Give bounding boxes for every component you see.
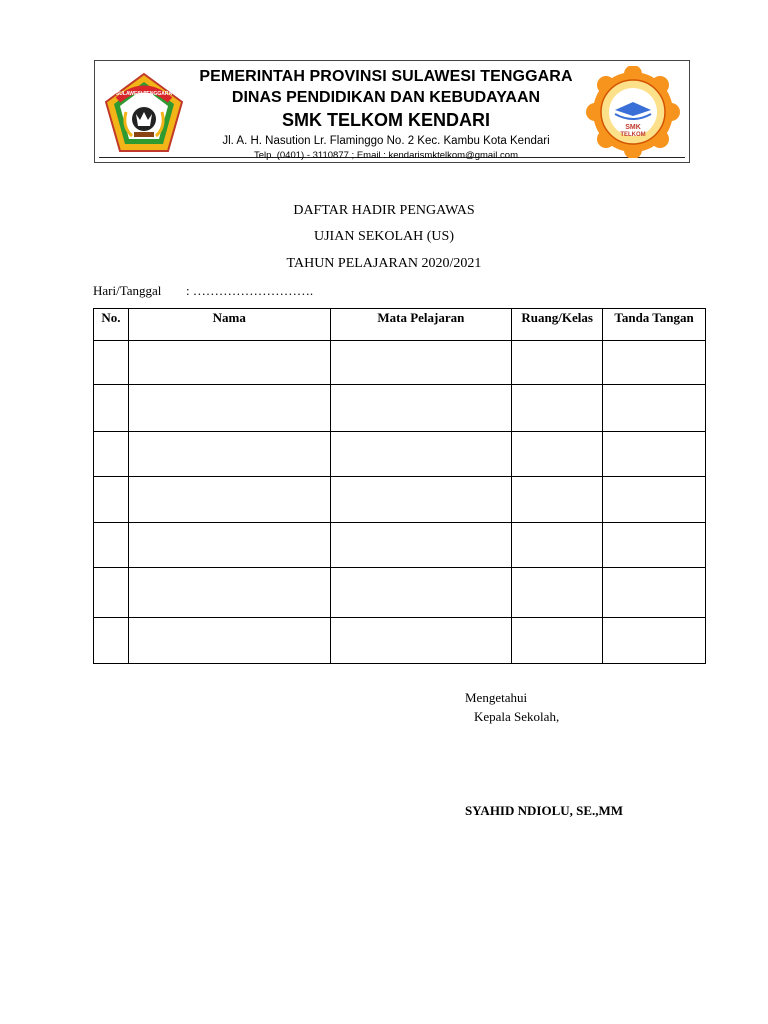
cell-no [94, 341, 129, 385]
letterhead-government: PEMERINTAH PROVINSI SULAWESI TENGGARA [199, 68, 573, 85]
cell-mata-pelajaran [330, 477, 512, 523]
header-no: No. [94, 309, 129, 341]
svg-text:TELKOM: TELKOM [620, 132, 646, 138]
cell-mata-pelajaran [330, 341, 512, 385]
sign-acknowledged: Mengetahui [465, 690, 528, 705]
table-row [94, 432, 706, 477]
cell-nama [128, 341, 330, 385]
cell-mata-pelajaran [330, 385, 512, 432]
cell-nama [128, 568, 330, 618]
svg-text:SULAWESI TENGGARA: SULAWESI TENGGARA [115, 91, 173, 97]
letterhead-department: DINAS PENDIDIKAN DAN KEBUDAYAAN [231, 89, 541, 106]
cell-nama [128, 385, 330, 432]
cell-ruang-kelas [512, 432, 603, 477]
cell-tanda-tangan [603, 523, 706, 568]
cell-no [94, 385, 129, 432]
cell-mata-pelajaran [330, 568, 512, 618]
cell-tanda-tangan [603, 568, 706, 618]
table-row [94, 385, 706, 432]
date-line [93, 283, 314, 299]
cell-no [94, 618, 129, 664]
table-header-row [94, 309, 706, 341]
table-row [94, 618, 706, 664]
document-year: TAHUN PELAJARAN 2020/2021 [286, 256, 482, 271]
document-title: DAFTAR HADIR PENGAWAS [293, 203, 475, 218]
cell-mata-pelajaran [330, 523, 512, 568]
cell-tanda-tangan [603, 618, 706, 664]
cell-no [94, 477, 129, 523]
cell-tanda-tangan [603, 477, 706, 523]
cell-no [94, 568, 129, 618]
letterhead-text [186, 66, 586, 163]
cell-nama [128, 523, 330, 568]
sign-title: Kepala Sekolah, [474, 709, 560, 724]
svg-text:SMK: SMK [625, 124, 641, 131]
cell-nama [128, 477, 330, 523]
cell-ruang-kelas [512, 477, 603, 523]
header-ruang-kelas: Ruang/Kelas [512, 309, 603, 341]
signer-name: SYAHID NDIOLU, SE.,MM [465, 803, 624, 818]
smk-telkom-logo [585, 66, 681, 158]
sulawesi-tenggara-emblem [104, 72, 184, 154]
cell-nama [128, 618, 330, 664]
cell-no [94, 432, 129, 477]
letterhead-contact: Telp. (0401) - 3110877 ; Email : kendarismktelkom@gmail.com [254, 150, 518, 161]
letterhead-school: SMK TELKOM KENDARI [282, 110, 490, 130]
letterhead-address: Jl. A. H. Nasution Lr. Flaminggo No. 2 Kec. Kambu Kota Kendari [222, 135, 550, 147]
cell-no [94, 523, 129, 568]
cell-ruang-kelas [512, 568, 603, 618]
cell-mata-pelajaran [330, 432, 512, 477]
cell-ruang-kelas [512, 618, 603, 664]
table-row [94, 568, 706, 618]
cell-nama [128, 432, 330, 477]
table-row [94, 523, 706, 568]
header-tanda-tangan: Tanda Tangan [603, 309, 706, 341]
date-label: Hari/Tanggal [93, 283, 162, 298]
document-subtitle: UJIAN SEKOLAH (US) [314, 229, 454, 244]
header-mata-pelajaran: Mata Pelajaran [330, 309, 512, 341]
cell-tanda-tangan [603, 385, 706, 432]
date-value: : ………………………. [186, 283, 314, 298]
table-row [94, 477, 706, 523]
cell-ruang-kelas [512, 341, 603, 385]
attendance-table [93, 308, 706, 664]
cell-mata-pelajaran [330, 618, 512, 664]
cell-tanda-tangan [603, 341, 706, 385]
cell-ruang-kelas [512, 385, 603, 432]
table-row [94, 341, 706, 385]
cell-ruang-kelas [512, 523, 603, 568]
header-nama: Nama [128, 309, 330, 341]
cell-tanda-tangan [603, 432, 706, 477]
